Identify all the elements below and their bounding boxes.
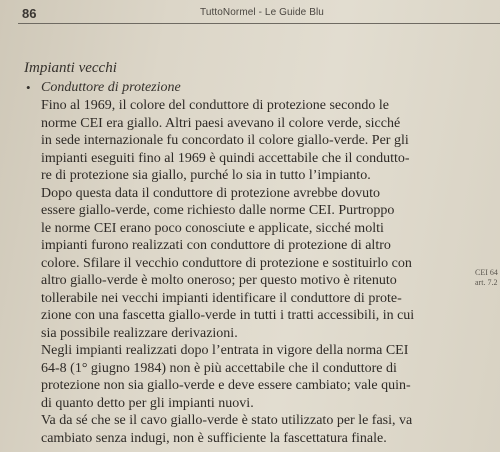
text-line: in sede internazionale fu concordato il colore giallo-verde. Per gli [41, 133, 409, 148]
text-line: essere giallo-verde, come richiesto dalle norme CEI. Purtroppo [41, 203, 395, 218]
text-line: sia possibile realizzare derivazioni. [41, 325, 238, 341]
text-line: le norme CEI erano poco conosciute e applicate, sicché molti [41, 220, 384, 236]
text-line: tollerabile nei vecchi impianti identificare il conduttore di prote- [41, 290, 402, 306]
text-line: 64-8 (1° giugno 1984) non è più accettabile che il conduttore di [41, 360, 397, 376]
guide-title: TuttoNormel - Le Guide Blu [200, 7, 324, 18]
text-line: re di protezione sia giallo, purché lo sia in tutto l’impianto. [41, 168, 371, 183]
text-line: zione con una fascetta giallo-verde in tutti i tratti accessibili, in cui [41, 308, 415, 323]
text-line: di quanto detto per gli impianti nuovi. [41, 395, 254, 411]
margin-reference-line: art. 7.2 [475, 278, 498, 287]
text-line: impianti eseguiti fino al 1969 è quindi accettabile che il condutto- [41, 150, 410, 166]
text-line: cambiato senza indugi, non è sufficiente la fascettatura finale. [41, 430, 387, 446]
bullet-icon: • [26, 80, 31, 95]
text-line: Negli impianti realizzati dopo l’entrata in vigore della norma CEI [41, 343, 409, 358]
text-line: norme CEI era giallo. Altri paesi avevano il colore verde, sicché [41, 115, 401, 131]
text-line: colore. Sfilare il vecchio conduttore di protezione e sostituirlo con [41, 255, 412, 271]
page-number: 86 [22, 6, 37, 21]
text-line: Va da sé che se il cavo giallo-verde è stato utilizzato per le fasi, va [41, 413, 413, 428]
text-line: altro giallo-verde è molto oneroso; per questo motivo è ritenuto [41, 273, 397, 288]
body-paragraphs [41, 97, 461, 447]
margin-reference [475, 268, 498, 288]
text-line: Fino al 1969, il colore del conduttore di protezione secondo le [41, 98, 389, 113]
running-header [0, 2, 500, 22]
sub-heading: Conduttore di protezione [41, 80, 181, 95]
margin-reference-line: CEI 64 [475, 268, 498, 277]
text-line: impianti furono realizzati con conduttore di protezione di altro [41, 238, 391, 253]
text-line: protezione non sia giallo-verde e deve essere cambiato; vale quin- [41, 378, 411, 393]
header-rule [18, 23, 500, 24]
text-line: Dopo questa data il conduttore di protezione avrebbe dovuto [41, 185, 381, 201]
section-title: Impianti vecchi [24, 60, 117, 76]
